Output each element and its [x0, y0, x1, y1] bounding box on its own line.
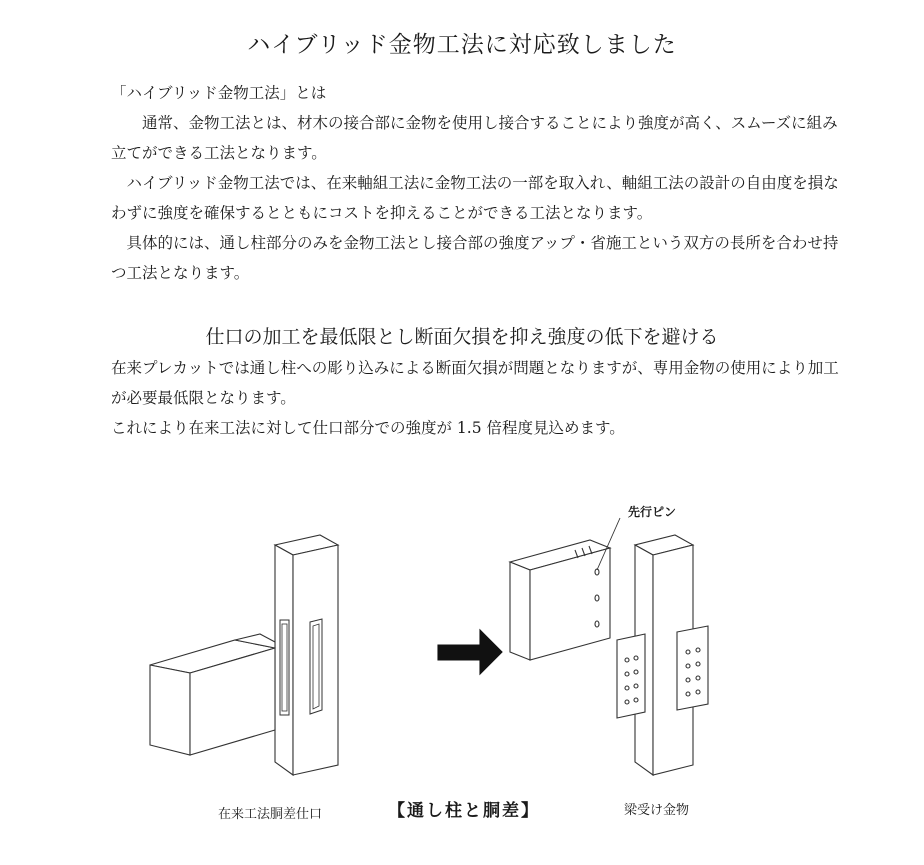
intro-paragraph-2: ハイブリッド金物工法では、在来軸組工法に金物工法の一部を取入れ、軸組工法の設計の自由度を損なわずに強度を確保するとともにコストを抑えることができる工法となります。 [111, 174, 839, 222]
caption-center: 【通し柱と胴差】 [388, 801, 540, 821]
transition-arrow [438, 630, 502, 674]
caption-right: 梁受け金物 [624, 803, 690, 818]
section-line-1: 在来プレカットでは通し柱への彫り込みによる断面欠損が問題となりますが、専用金物の使用により加工が必要最低限となります。 [111, 359, 839, 407]
caption-left: 在来工法胴差仕口 [218, 807, 323, 822]
section-line-2: これにより在来工法に対して仕口部分での強度が 1.5 倍程度見込めます。 [111, 419, 625, 437]
intro-paragraph-3: 具体的には、通し柱部分のみを金物工法とし接合部の強度アップ・省施工という双方の長所を合わせ持つ工法となります。 [111, 234, 839, 282]
traditional-post [275, 535, 338, 775]
page-title: ハイブリッド金物工法に対応致しました [247, 32, 677, 58]
pin-label: 先行ピン [628, 505, 677, 519]
section-block [111, 353, 841, 443]
section-subtitle: 仕口の加工を最低限とし断面欠損を抑え強度の低下を避ける [205, 326, 719, 348]
intro-heading: 「ハイブリッド金物工法」とは [111, 84, 327, 102]
intro-paragraph-1: 通常、金物工法とは、材木の接合部に金物を使用し接合することにより強度が高く、スムーズに組み立てができる工法となります。 [111, 114, 838, 162]
hybrid-beam [510, 518, 620, 660]
joint-figure [120, 490, 820, 850]
intro-block [111, 78, 841, 288]
traditional-beam [150, 634, 275, 755]
